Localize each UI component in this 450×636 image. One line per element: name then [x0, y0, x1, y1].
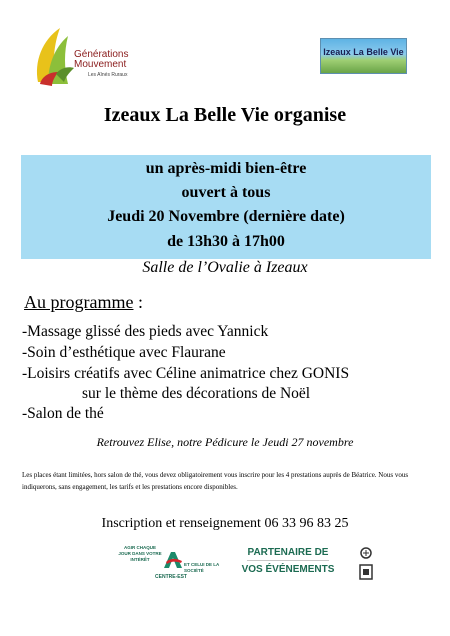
generations-mouvement-logo — [30, 22, 150, 94]
partner-divider — [247, 560, 329, 561]
small-emblem-icons — [356, 545, 380, 585]
programme-heading — [24, 292, 143, 313]
programme-heading-colon: : — [133, 292, 143, 312]
podiatrist-note: Retrouvez Elise, notre Pédicure le Jeudi 27 novembre — [96, 435, 354, 449]
gm-logo-line1: Générations — [74, 49, 129, 60]
event-line-date: Jeudi 20 Novembre (dernière date) — [107, 208, 345, 225]
contact-line: Inscription et renseignement 06 33 96 83 25 — [101, 516, 349, 531]
small-logos-group — [356, 545, 380, 585]
izeaux-la-belle-vie-logo — [320, 38, 407, 74]
event-line-audience: ouvert à tous — [181, 184, 271, 201]
ca-region: CENTRE-EST — [155, 574, 187, 580]
credit-agricole-emblem-icon — [162, 550, 184, 570]
event-highlight-box — [21, 155, 431, 259]
gm-logo-line2: Mouvement — [74, 59, 127, 70]
programme-heading-label: Au programme — [24, 292, 134, 312]
registration-small-print: Les places étant limitées, hors salon de thé, vous devez obligatoirement vous inscrire pour les 4 prestations auprès de Béatrice. Nous vous indiquerons, sans engagement, les tarifs et les prestations encore disponibles. — [22, 471, 409, 491]
partner-badge — [237, 543, 339, 583]
partner-line2: VOS ÉVÉNEMENTS — [241, 564, 335, 575]
ca-slogan-right: ET CELUI DE LA SOCIÉTÉ — [184, 562, 220, 573]
programme-item-loisirs-theme: sur le thème des décorations de Noël — [82, 385, 311, 402]
programme-item-loisirs: -Loisirs créatifs avec Céline animatrice chez GONIS — [22, 365, 350, 382]
venue-text: Salle de l’Ovalie à Izeaux — [142, 259, 308, 276]
programme-item-salon-de-the: -Salon de thé — [22, 405, 104, 422]
event-line-activity: un après-midi bien-être — [145, 160, 307, 177]
izeaux-logo-text: Izeaux La Belle Vie — [323, 47, 404, 57]
programme-item-massage: -Massage glissé des pieds avec Yannick — [22, 323, 269, 340]
event-line-time: de 13h30 à 17h00 — [167, 233, 285, 250]
partner-line1: PARTENAIRE DE — [247, 547, 329, 558]
credit-agricole-logo — [118, 542, 228, 582]
ca-slogan-left: AGIR CHAQUE JOUR DANS VOTRE INTÉRÊT — [118, 545, 162, 562]
programme-item-esthetique: -Soin d’esthétique avec Flaurane — [22, 344, 226, 361]
page-title: Izeaux La Belle Vie organise — [103, 104, 347, 126]
gm-logo-line3: Les Aînés Ruraux — [88, 72, 128, 78]
